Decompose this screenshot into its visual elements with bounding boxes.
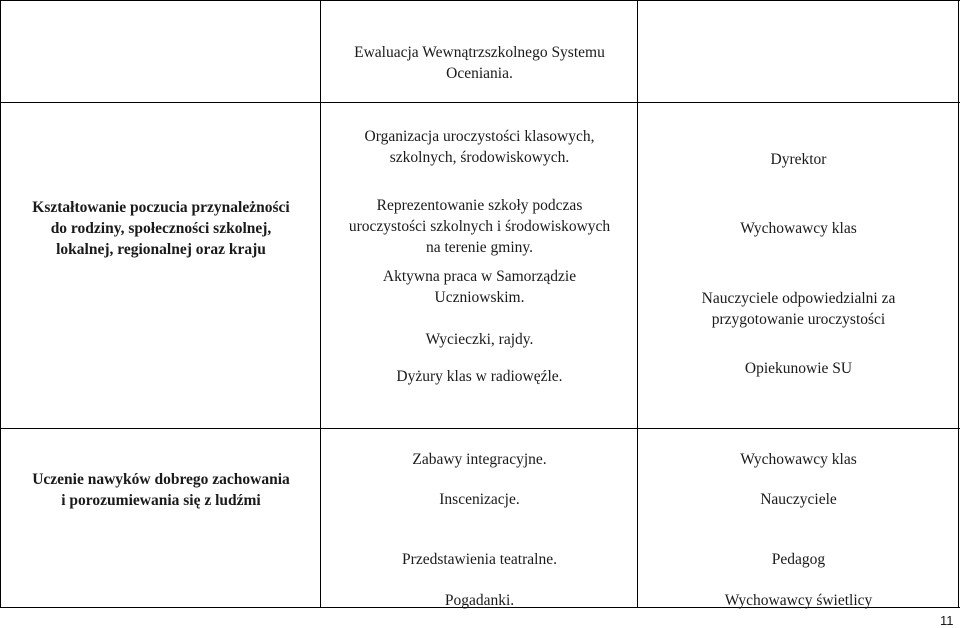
row1-responsible-1 [639, 149, 958, 170]
page-number: 11 [940, 613, 954, 628]
responsible-line: Opiekunowie SU [744, 360, 853, 377]
responsible-line: przygotowanie uroczystości [711, 311, 886, 328]
activity-line: Wycieczki, rajdy. [425, 331, 534, 348]
row1-activity-3 [322, 266, 637, 308]
column-divider-1 [320, 0, 321, 608]
responsible-line: Pedagog [771, 551, 826, 568]
row2-responsible-4 [639, 590, 958, 611]
column-divider-2 [637, 0, 638, 608]
area-line: Uczenie nawyków dobrego zachowania [32, 471, 290, 488]
area-line: do rodziny, społeczności szkolnej, [50, 220, 272, 237]
row1-responsible-2 [639, 218, 958, 239]
activity-line: Organizacja uroczystości klasowych, [364, 128, 595, 145]
row1-activity-2 [322, 195, 637, 258]
responsible-line: Dyrektor [770, 151, 827, 168]
row-divider-2 [0, 428, 960, 429]
area-line: Kształtowanie poczucia przynależności [32, 199, 290, 216]
activity-line: Przedstawienia teatralne. [402, 551, 557, 568]
header-title-line: Ewaluacja Wewnątrzszkolnego Systemu [354, 44, 605, 61]
row1-area [2, 197, 320, 260]
row2-responsible-1 [639, 449, 958, 470]
activity-line: Inscenizacje. [439, 491, 520, 508]
activity-line: Pogadanki. [444, 592, 515, 609]
row-divider-1 [0, 102, 960, 103]
row1-activity-1 [322, 126, 637, 168]
row2-activity-2 [322, 489, 637, 510]
row1-activity-5 [322, 366, 637, 387]
row1-responsible-4 [639, 358, 958, 379]
activity-line: Aktywna praca w Samorządzie [382, 268, 577, 285]
row2-activity-4 [322, 590, 637, 611]
responsible-line: Wychowawcy klas [740, 220, 857, 237]
activity-line: Zabawy integracyjne. [412, 451, 547, 468]
table-border-left [0, 0, 1, 608]
activity-line: Reprezentowanie szkoły podczas [376, 197, 583, 214]
activity-line: uroczystości szkolnych i środowiskowych [348, 218, 611, 235]
row1-responsible-3 [639, 288, 958, 330]
activity-line: na terenie gminy. [425, 239, 534, 256]
row2-area [2, 469, 320, 511]
area-line: lokalnej, regionalnej oraz kraju [56, 241, 266, 258]
row1-activity-4 [322, 329, 637, 350]
row2-activity-3 [322, 549, 637, 570]
row2-responsible-2 [639, 489, 958, 510]
row2-responsible-3 [639, 549, 958, 570]
activity-line: szkolnych, środowiskowych. [389, 149, 570, 166]
responsible-line: Wychowawcy klas [740, 451, 857, 468]
header-title-line: Oceniania. [446, 65, 513, 82]
responsible-line: Wychowawcy świetlicy [724, 592, 873, 609]
responsible-line: Nauczyciele [760, 491, 837, 508]
table-border-right [958, 0, 959, 608]
responsible-line: Nauczyciele odpowiedzialni za [701, 290, 896, 307]
activity-line: Uczniowskim. [434, 289, 525, 306]
activity-line: Dyżury klas w radiowęźle. [396, 368, 563, 385]
row2-activity-1 [322, 449, 637, 470]
area-line: i porozumiewania się z ludźmi [61, 492, 261, 509]
header-title [322, 42, 637, 84]
table-border-top [0, 0, 960, 1]
